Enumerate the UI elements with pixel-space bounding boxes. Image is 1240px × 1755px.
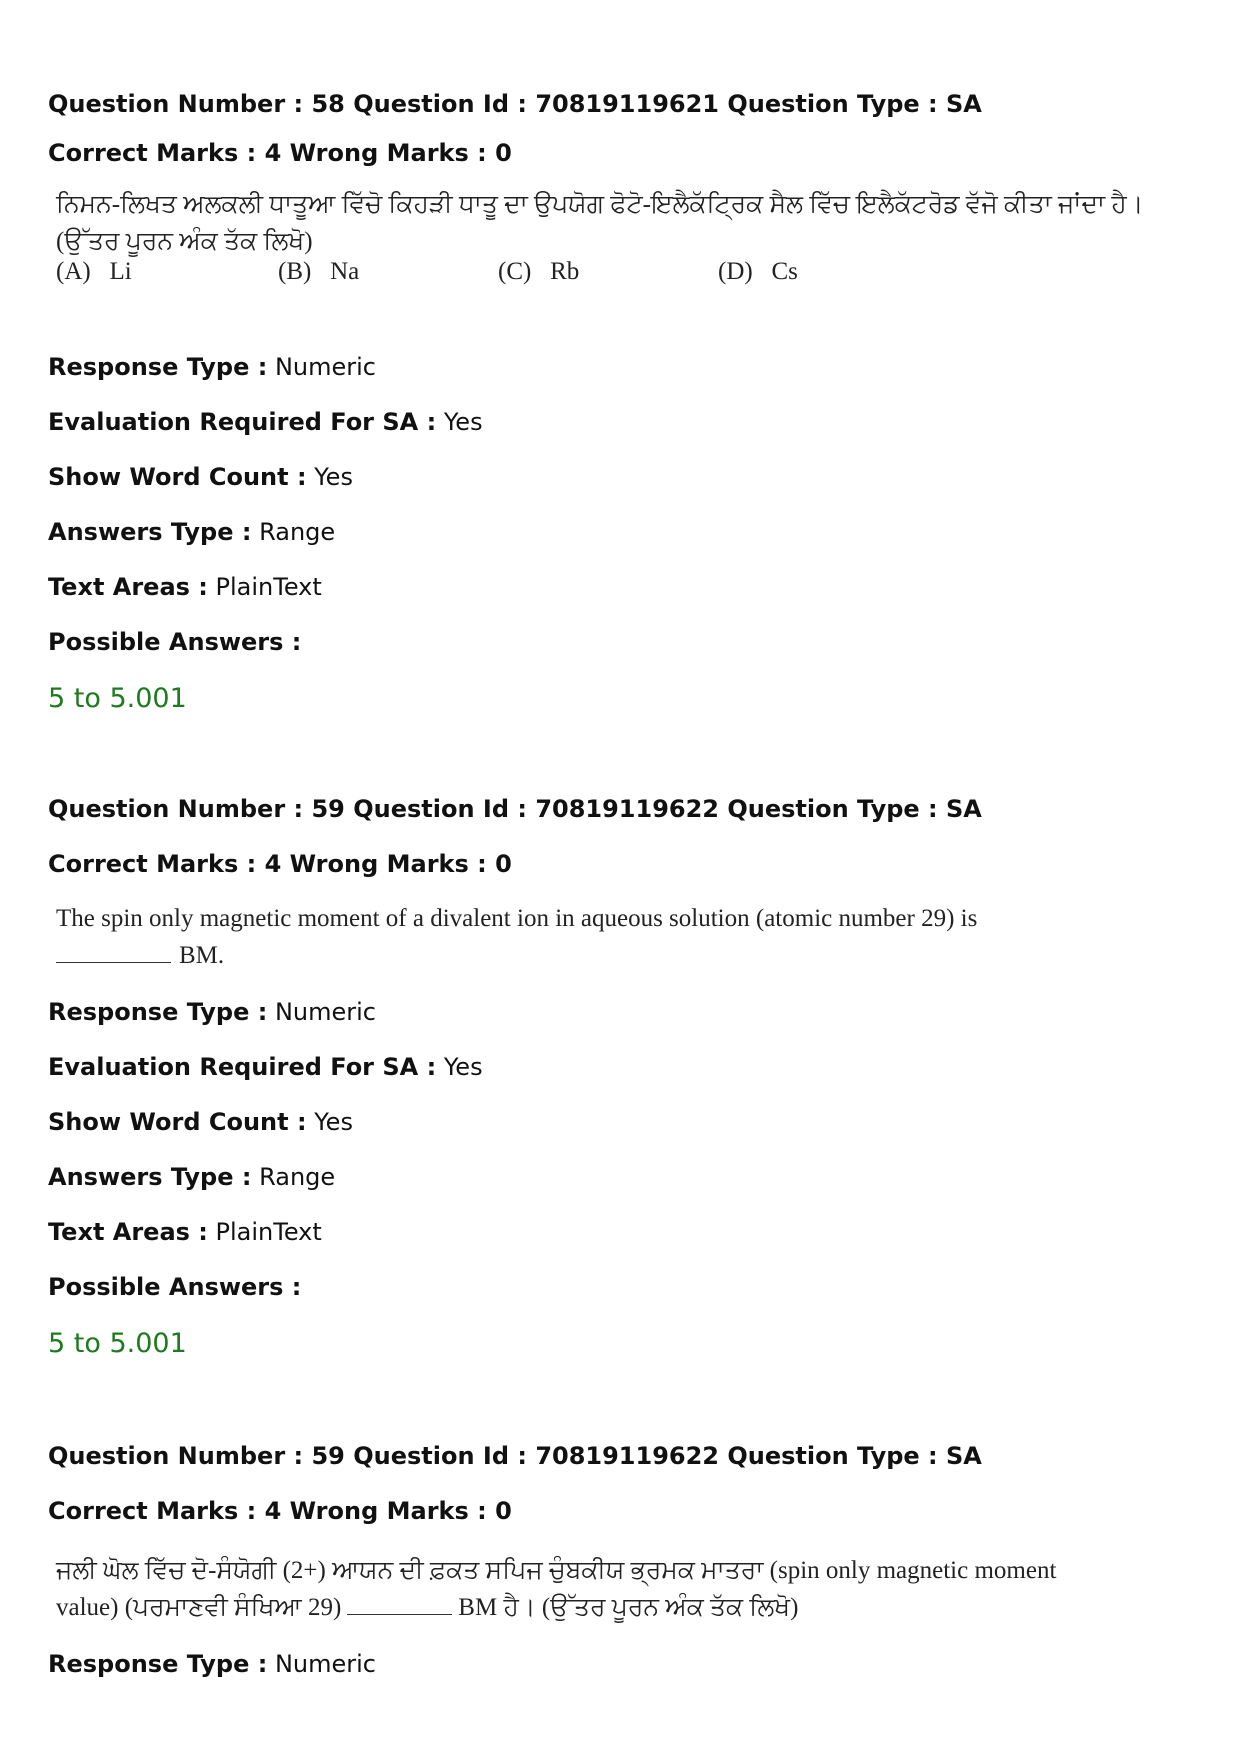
question-text-line: value) (ਪਰਮਾਣਵੀ ਸੰਖਿਆ 29) BM ਹੈ। (ਉੱਤਰ ਪੂਰਨ ਅੰਕ ਤੱਕ ਲਿਖੋ) xyxy=(56,1594,799,1621)
question-header: Question Number : 58 Question Id : 70819119621 Question Type : SA xyxy=(48,90,982,118)
question-text-line: BM. xyxy=(56,937,977,974)
question-marks: Correct Marks : 4 Wrong Marks : 0 xyxy=(48,1497,512,1525)
option-d: (D) Cs xyxy=(718,258,798,285)
possible-answer: 5 to 5.001 xyxy=(48,1328,187,1359)
show-word-count: Show Word Count : Yes xyxy=(48,463,353,491)
possible-answers-label: Possible Answers : xyxy=(48,628,302,656)
text-areas: Text Areas : PlainText xyxy=(48,573,322,601)
question-header: Question Number : 59 Question Id : 70819119622 Question Type : SA xyxy=(48,1442,982,1470)
answer-blank xyxy=(347,1594,452,1615)
question-text-line: ਜਲੀ ਘੋਲ ਵਿੱਚ ਦੋ-ਸੰਯੋਗੀ (2+) ਆਯਨ ਦੀ ਫ਼ਕਤ ਸਪਿਜ ਚੁੰਬਕੀਯ ਭ੍ਰਮਕ ਮਾਤਰਾ (spin only magnetic moment xyxy=(56,1557,1057,1584)
question-text-line: The spin only magnetic moment of a divalent ion in aqueous solution (atomic number 29) is xyxy=(56,905,978,932)
text-areas: Text Areas : PlainText xyxy=(48,1218,322,1246)
evaluation-required: Evaluation Required For SA : Yes xyxy=(48,1053,483,1081)
question-text xyxy=(56,1552,1056,1626)
show-word-count: Show Word Count : Yes xyxy=(48,1108,353,1136)
possible-answer: 5 to 5.001 xyxy=(48,683,187,714)
answer-blank xyxy=(56,942,171,963)
question-text-line: (ਉੱਤਰ ਪੂਰਨ ਅੰਕ ਤੱਕ ਲਿਖੋ) xyxy=(56,228,313,255)
option-b: (B) Na xyxy=(278,258,360,285)
response-type: Response Type : Numeric xyxy=(48,1650,376,1678)
question-marks: Correct Marks : 4 Wrong Marks : 0 xyxy=(48,139,512,167)
possible-answers-label: Possible Answers : xyxy=(48,1273,302,1301)
response-type: Response Type : Numeric xyxy=(48,353,376,381)
answers-type: Answers Type : Range xyxy=(48,1163,336,1191)
question-text xyxy=(56,186,1144,260)
answers-type: Answers Type : Range xyxy=(48,518,336,546)
option-c: (C) Rb xyxy=(498,258,580,285)
question-header: Question Number : 59 Question Id : 70819119622 Question Type : SA xyxy=(48,795,982,823)
question-text-line: ਨਿਮਨ-ਲਿਖਤ ਅਲਕਲੀ ਧਾਤੂਆ ਵਿੱਚੋ ਕਿਹੜੀ ਧਾਤੂ ਦਾ ਉਪਯੋਗ ਫੋਟੋ-ਇਲੈਕੱਟ੍ਰਿਕ ਸੈਲ ਵਿੱਚ ਇਲੈਕੱਟਰੋਡ ਵੱਜੋ ਕੀਤਾ ਜਾਂਦਾ ਹੈ। xyxy=(56,191,1144,218)
option-a: (A) Li xyxy=(56,258,132,285)
response-type: Response Type : Numeric xyxy=(48,998,376,1026)
question-text xyxy=(56,900,977,974)
evaluation-required: Evaluation Required For SA : Yes xyxy=(48,408,483,436)
question-marks: Correct Marks : 4 Wrong Marks : 0 xyxy=(48,850,512,878)
